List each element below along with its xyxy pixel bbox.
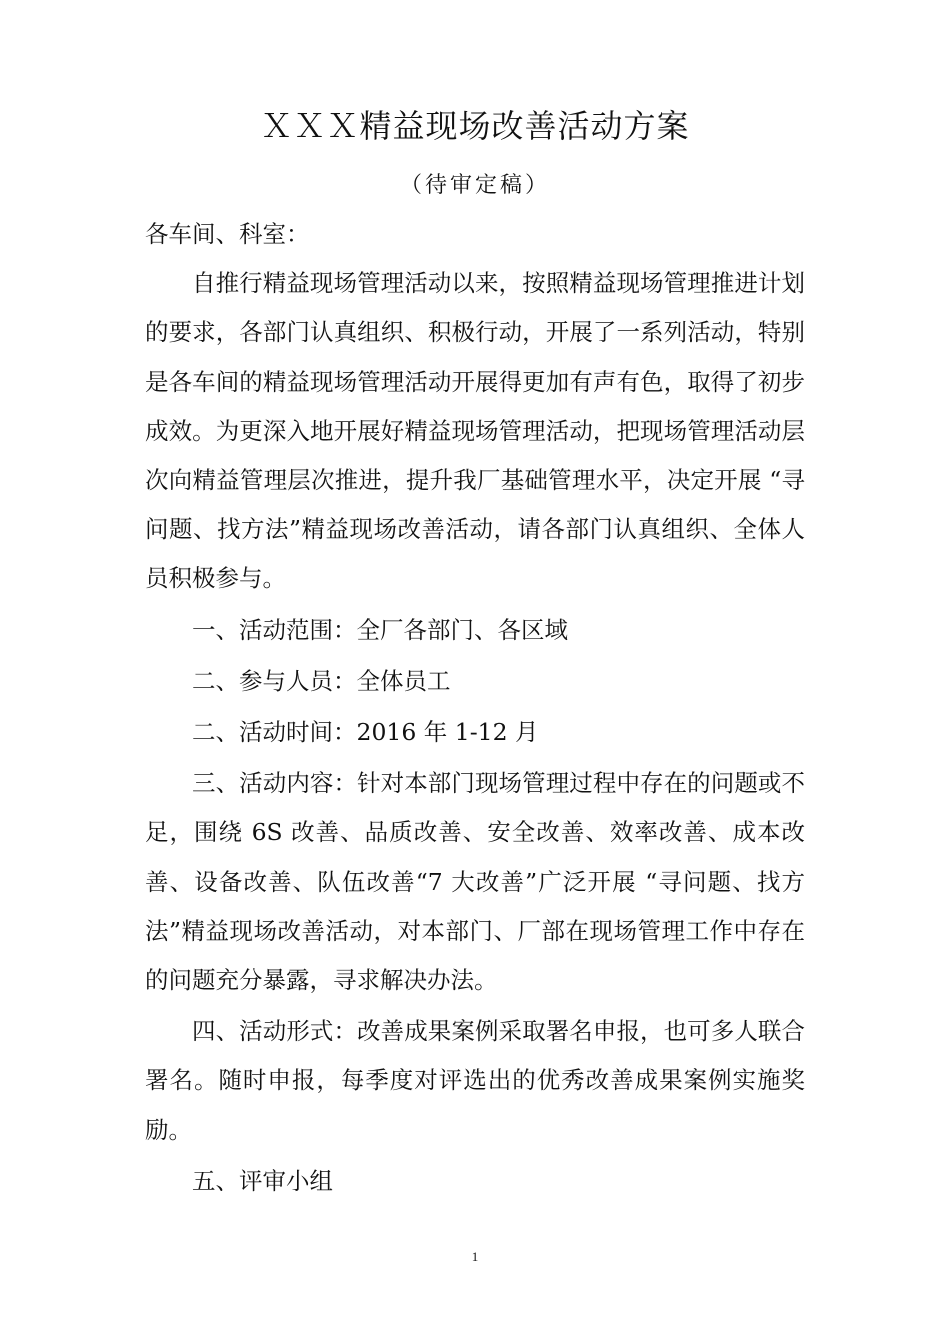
document-body [145,210,805,1206]
paragraph-form: 四、活动形式：改善成果案例采取署名申报，也可多人联合署名。随时申报，每季度对评选出的优秀改善成果案例实施奖励。 [145,1017,805,1144]
paragraph-intro: 自推行精益现场管理活动以来，按照精益现场管理推进计划的要求，各部门认真组织、积极行动，开展了一系列活动，特别是各车间的精益现场管理活动开展得更加有声有色，取得了初步成效。为更深入地开展好精益现场管理活动，把现场管理活动层次向精益管理层次推进，提升我厂基础管理水平，决定开展 “寻问题、找方法”精益现场改善活动，请各部门认真组织、全体人员积极参与。 [145,269,805,593]
paragraph-participants: 二、参与人员：全体员工 [192,666,451,695]
document-subtitle: （待审定稿） [399,173,550,198]
page-number: 1 [471,1249,479,1264]
paragraph-content: 三、活动内容：针对本部门现场管理过程中存在的问题或不足，围绕 6S 改善、品质改善、安全改善、效率改善、成本改善、设备改善、队伍改善“7 大改善”广泛开展 “寻问题、找方法”精益现场改善活动，对本部门、厂部在现场管理工作中存在的问题充分暴露，寻求解决办法。 [145,769,805,995]
paragraph-review-group: 五、评审小组 [192,1166,333,1195]
paragraph-scope: 一、活动范围：全厂各部门、各区域 [192,615,568,644]
paragraph-time: 二、活动时间：2016 年 1-12 月 [192,718,539,747]
salutation: 各车间、科室： [145,220,310,248]
document-title: ＸＸＸ精益现场改善活动方案 [260,107,690,145]
